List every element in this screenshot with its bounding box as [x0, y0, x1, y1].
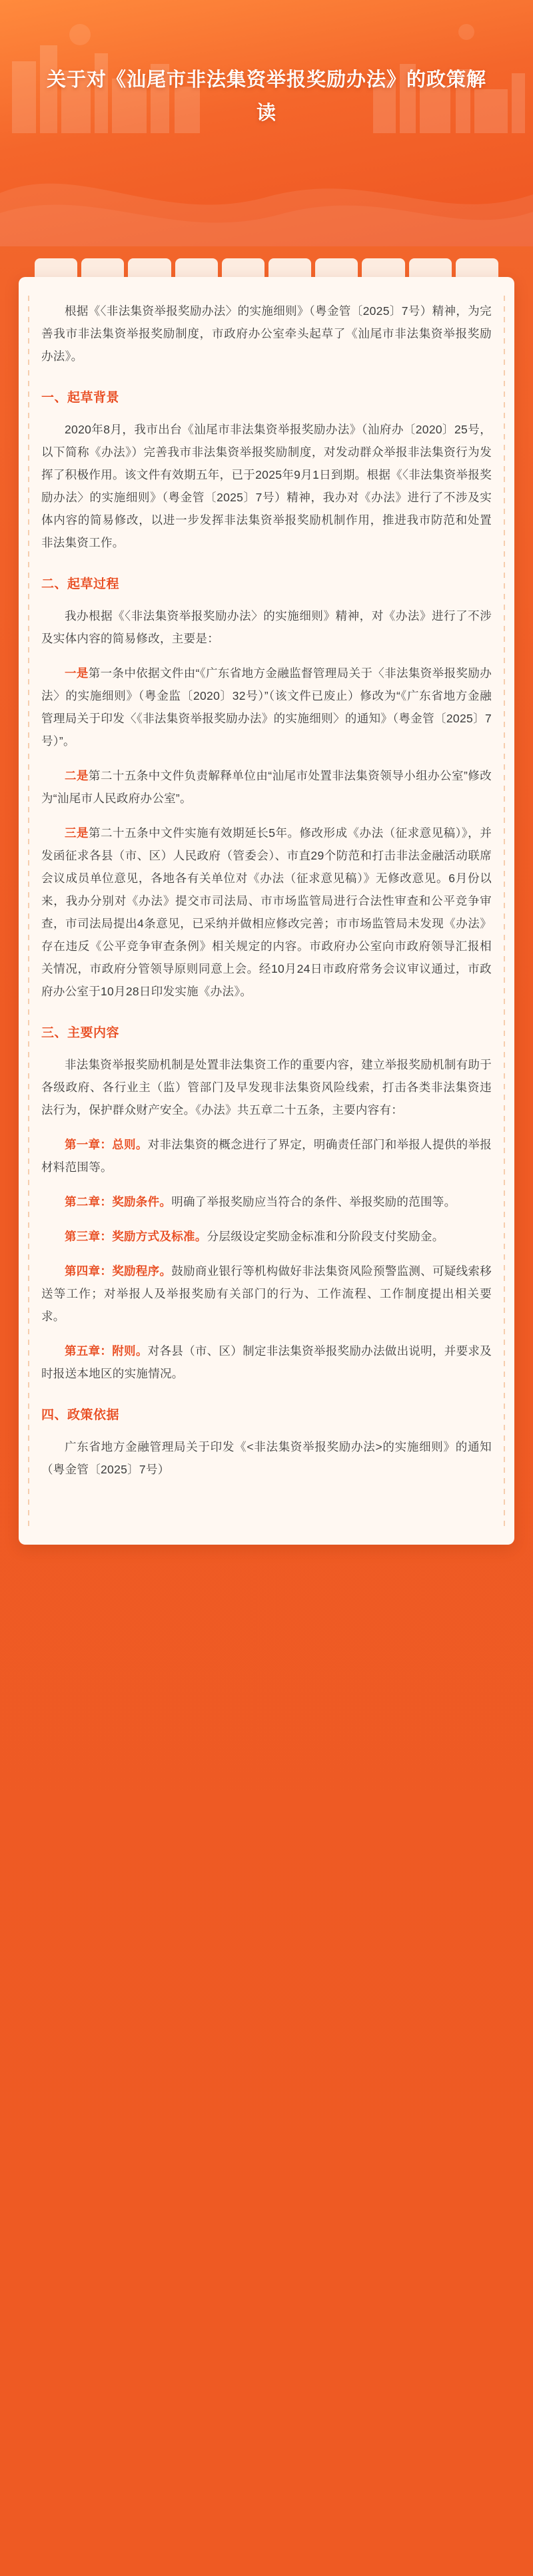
- process-item-3: [41, 822, 492, 1003]
- page-title: 关于对《汕尾市非法集资举报奖励办法》的政策解读: [46, 69, 486, 124]
- content-card: [19, 277, 514, 1545]
- chapter-1-lead: 第一章：: [65, 1138, 113, 1151]
- section-background-paragraph: 2020年8月，我市出台《汕尾市非法集资举报奖励办法》（汕府办〔2020〕25号，以下简称《办法》）完善我市非法集资举报奖励制度，对发动群众举报非法集资行为发挥了积极作用。该文件有效期五年，已于2025年9月1日到期。根据《〈非法集资举报奖励办法〉的实施细则》（粤金管〔2025〕7号）精神，我办对《办法》进行了不涉及实体内容的简易修改，以进一步发挥非法集资举报奖励机制作用，推进我市防范和处置非法集资工作。: [41, 423, 492, 549]
- process-item-1: [41, 662, 492, 752]
- chapter-5-lead: 第五章：: [65, 1344, 113, 1358]
- chapter-1: [41, 1133, 492, 1178]
- intro-paragraph: 根据《〈非法集资举报奖励办法〉的实施细则》（粤金管〔2025〕7号）精神，为完善我市非法集资举报奖励制度，市政府办公室牵头起草了《汕尾市非法集资举报奖励办法》。: [41, 304, 492, 363]
- chapter-5-text: 对各县（市、区）制定非法集资举报奖励办法做出说明，并要求及时报送本地区的实施情况。: [41, 1344, 492, 1380]
- chapter-3: [41, 1225, 492, 1248]
- chapter-2: [41, 1190, 492, 1213]
- page-title-wrap: [0, 63, 533, 130]
- process-item-2-lead: 二是: [65, 769, 89, 782]
- chapter-3-lead: 第三章：: [65, 1230, 113, 1243]
- content-card-outer: [19, 246, 514, 1545]
- section-heading-main-content: 三、主要内容: [41, 1026, 120, 1040]
- process-item-1-text: 第一条中依据文件由“《广东省地方金融监督管理局关于〈非法集资举报奖励办法〉的实施细则》（粤金监〔2020〕32号）”（该文件已废止）修改为“《广东省地方金融管理局关于印发〈《非法集资举报奖励办法》的实施细则〉的通知》（粤金管〔2025〕7号）”。: [41, 666, 492, 748]
- wave-icon: [0, 133, 533, 246]
- chapter-1-name: 总则。: [112, 1138, 148, 1151]
- chapter-3-name: 奖励方式及标准。: [112, 1230, 207, 1243]
- chapter-5-name: 附则。: [112, 1344, 148, 1358]
- section-process-paragraph: 我办根据《〈非法集资举报奖励办法〉的实施细则》精神，对《办法》进行了不涉及实体内容的简易修改，主要是：: [41, 609, 492, 645]
- chapter-2-text: 明确了举报奖励应当符合的条件、举报奖励的范围等。: [171, 1195, 456, 1208]
- process-item-3-lead: 三是: [65, 826, 89, 840]
- section-main-content-paragraph: 非法集资举报奖励机制是处置非法集资工作的重要内容，建立举报奖励机制有助于各级政府、各行业主（监）管部门及早发现非法集资风险线索，打击各类非法集资违法行为，保护群众财产安全。《办法》共五章二十五条，主要内容有：: [41, 1058, 492, 1117]
- section-policy-basis-paragraph: 广东省地方金融管理局关于印发《<非法集资举报奖励办法>的实施细则》的通知（粤金管〔2025〕7号）: [41, 1440, 492, 1476]
- process-item-1-lead: 一是: [65, 666, 89, 680]
- chapter-3-text: 分层级设定奖励金标准和分阶段支付奖励金。: [207, 1230, 444, 1243]
- process-item-2-text: 第二十五条中文件负责解释单位由“汕尾市处置非法集资领导小组办公室”修改为“汕尾市人民政府办公室”。: [41, 769, 492, 805]
- chapter-4-lead: 第四章：: [65, 1264, 113, 1278]
- page-header: [0, 0, 533, 246]
- section-heading-policy-basis: 四、政策依据: [41, 1408, 120, 1422]
- process-item-2: [41, 764, 492, 810]
- chapter-4-text: 鼓励商业银行等机构做好非法集资风险预警监测、可疑线索移送等工作；对举报人及举报奖励有关部门的行为、工作流程、工作制度提出相关要求。: [41, 1264, 492, 1323]
- chapter-5: [41, 1340, 492, 1385]
- chapter-1-text: 对非法集资的概念进行了界定，明确责任部门和举报人提供的举报材料范围等。: [41, 1138, 492, 1174]
- chapter-4-name: 奖励程序。: [112, 1264, 172, 1278]
- chapter-4: [41, 1260, 492, 1328]
- section-heading-process: 二、起草过程: [41, 577, 120, 591]
- card-bottom-space: [41, 1493, 492, 1513]
- section-heading-background: 一、起草背景: [41, 391, 120, 405]
- chapter-2-lead: 第二章：: [65, 1195, 113, 1208]
- process-item-3-text: 第二十五条中文件实施有效期延长5年。修改形成《办法（征求意见稿）》，并发函征求各县（市、区）人民政府（管委会）、市直29个防范和打击非法金融活动联席会议成员单位意见，各地各有关单位对《办法（征求意见稿）》无修改意见。6月份以来，我办分别对《办法》提交市司法局、市市场监管局进行合法性审查和公平竞争审查，市司法局提出4条意见，已采纳并做相应修改完善；市市场监管局未发现《办法》存在违反《公平竞争审查条例》相关规定的内容。市政府办公室向市政府领导汇报相关情况，市政府分管领导原则同意上会。经10月24日市政府常务会议审议通过，市政府办公室于10月28日印发实施《办法》。: [41, 826, 492, 998]
- chapter-2-name: 奖励条件。: [112, 1195, 172, 1208]
